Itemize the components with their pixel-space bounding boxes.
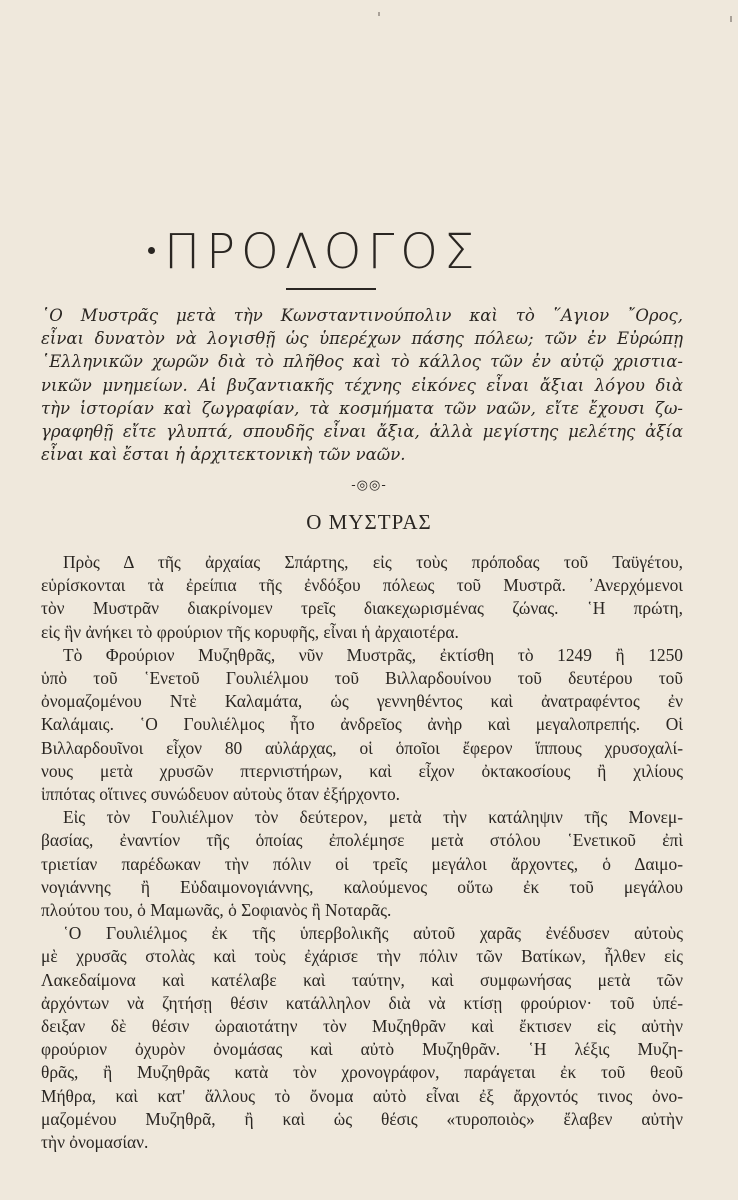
prologue-line: νικῶν μνημείων. Αἱ βυζαντιακῆς τέχνης εἰκόνες εἶναι ἄξιαι λόγου διὰ: [41, 375, 683, 395]
body-line: Καλάμαις. ῾Ο Γουλιέλμος ἦτο ἀνδρεῖος ἀνὴρ καὶ μεγαλοπρεπής. Οἱ: [41, 714, 683, 735]
section-heading: Ο ΜΥΣΤΡΑΣ: [306, 510, 432, 534]
body-line: Πρὸς Δ τῆς ἀρχαίας Σπάρτης, εἰς τοὺς πρόποδας τοῦ Ταϋγέτου,: [63, 552, 683, 572]
body-line: ὑπὸ τοῦ ῾Ενετοῦ Γουλιέλμου τοῦ Βιλλαρδουίνου τοῦ δευτέρου τοῦ: [41, 668, 683, 689]
body-line: ἱππότας οἵτινες συνώδευον αὐτοὺς ὅταν ἐξήρχοντο.: [41, 784, 401, 805]
body-line: μαζομένου Μυζηθρᾶ, ἢ καὶ ὡς θέσις «τυροποιὸς» ἔλαβεν αὐτὴν: [41, 1108, 683, 1129]
body-line: ἀρχόντων νὰ ζητήσῃ θέσιν κατάλληλον διὰ νὰ κτίσῃ φρούριον· τοῦ ὑπέ-: [41, 992, 683, 1013]
prologue-line: τὴν ἱστορίαν καὶ ζωγραφίαν, τὰ κοσμήματα τῶν ναῶν, εἴτε ἔχουσι ζω-: [41, 398, 683, 418]
body-line: Τὸ Φρούριον Μυζηθρᾶς, νῦν Μυστρᾶς, ἐκτίσθη τὸ 1249 ἢ 1250: [63, 644, 683, 665]
body-text: [41, 551, 683, 1154]
body-line: θρᾶς, ἢ Μυζηθρᾶς κατὰ τὸν χρονογράφον, παράγεται ἐκ τοῦ θεοῦ: [41, 1062, 683, 1083]
prologue-line: εἶναι καὶ ἔσται ἡ ἀρχιτεκτονικὴ τῶν ναῶν.: [41, 445, 406, 465]
body-line: Εἰς τὸν Γουλιέλμον τὸν δεύτερον, μετὰ τὴν κατάληψιν τῆς Μονεμ-: [63, 807, 683, 828]
body-line: Μήθρα, καὶ κατ' ἄλλους τὸ ὄνομα αὐτὸ εἶναι ἐξ ἄρχοντός τινος ὀνο-: [41, 1085, 683, 1106]
page-title: ΠΡΟΛΟΓΟΣ: [164, 224, 481, 280]
body-line: νους μετὰ χρυσῶν πτερνιστήρων, καὶ εἶχον ὀκτακοσίους ἢ χιλίους: [41, 760, 683, 781]
body-line: Βιλλαρδουῖνοι εἶχον 80 αὐλάρχας, οἱ ὁποῖοι ἔφερον ἵππους χρυσοχαλί-: [41, 737, 683, 758]
body-line: τὴν ὀνομασίαν.: [41, 1132, 149, 1153]
body-line: φρούριον ὀχυρὸν ὀνομάσας καὶ αὐτὸ Μυζηθρᾶν. ῾Η λέξις Μυζη-: [41, 1039, 683, 1060]
title-bullet-dot: [148, 247, 155, 254]
body-line: τὸν Μυστρᾶν διακρίνομεν τρεῖς διακεχωρισμένας ζώνας. ῾Η πρώτη,: [41, 598, 683, 619]
section-ornament: -◎◎-: [351, 478, 387, 493]
body-line: μὲ χρυσᾶς στολὰς καὶ τοὺς ἐχάρισε τὴν πόλιν τῶν Βατίκων, ἦλθεν εἰς: [41, 946, 683, 967]
prologue-line: γραφηθῇ εἴτε γλυπτά, σπουδῆς εἶναι ἄξια, ἀλλὰ μεγίστης μελέτης ἀξία: [41, 422, 683, 442]
body-line: δειξαν δὲ θέσιν ὡραιοτάτην τὸν Μυζηθρᾶν καὶ ἔκτισεν εἰς αὐτὴν: [41, 1016, 683, 1037]
body-line: εὑρίσκονται τὰ ἐρείπια τῆς ἐνδόξου πόλεως τοῦ Μυστρᾶ. ᾿Ανερχόμενοι: [41, 575, 683, 596]
prologue-line: ῾Ο Μυστρᾶς μετὰ τὴν Κωνσταντινούπολιν καὶ τὸ ῞Αγιον ῎Ορος,: [41, 306, 683, 325]
body-line: πλούτου του, ὁ Μαμωνᾶς, ὁ Σοφιανὸς ἢ Νοταρᾶς.: [41, 900, 392, 921]
prologue-line: εἶναι δυνατὸν νὰ λογισθῇ ὡς ὑπερέχων πάσης πόλεω; τῶν ἐν Εὐρώπῃ: [41, 329, 683, 349]
prologue-line: ῾Ελληνικῶν χωρῶν διὰ τὸ πλῆθος καὶ τὸ κάλλος τῶν ἐν αὐτῷ χριστια-: [41, 352, 683, 372]
body-line: εἰς ἣν ἀνήκει τὸ φρούριον τῆς κορυφῆς, εἶναι ἡ ἀρχαιοτέρα.: [41, 621, 459, 642]
body-line: ὀνομαζομένου Ντὲ Καλαμάτα, ὡς γεννηθέντος καὶ ἀνατραφέντος ἐν: [41, 691, 683, 712]
body-line: νογιάννης ἢ Εὐδαιμονογιάννης, καλούμενος οὕτω ἐκ τοῦ μεγάλου: [41, 876, 683, 897]
body-line: Λακεδαίμονα καὶ κατέλαβε καὶ ταύτην, καὶ συμφωνήσας μετὰ τῶν: [41, 969, 683, 990]
body-line: βασίας, ἐναντίον τῆς ὁποίας ἐπολέμησε μετὰ στόλου ῾Ενετικοῦ ἐπὶ: [41, 830, 683, 851]
title-underline-rule: [286, 288, 376, 290]
paper-speck: [730, 16, 732, 22]
prologue-paragraph: [41, 304, 683, 466]
body-line: ῾Ο Γουλιέλμος ἐκ τῆς ὑπερβολικῆς αὐτοῦ χαρᾶς ἐνέδυσεν αὐτοὺς: [63, 923, 683, 944]
paper-speck: [378, 12, 380, 16]
body-line: τριετίαν παρέδωκαν τὴν πόλιν οἱ τρεῖς μεγάλοι ἄρχοντες, ὁ Δαιμο-: [41, 853, 683, 874]
